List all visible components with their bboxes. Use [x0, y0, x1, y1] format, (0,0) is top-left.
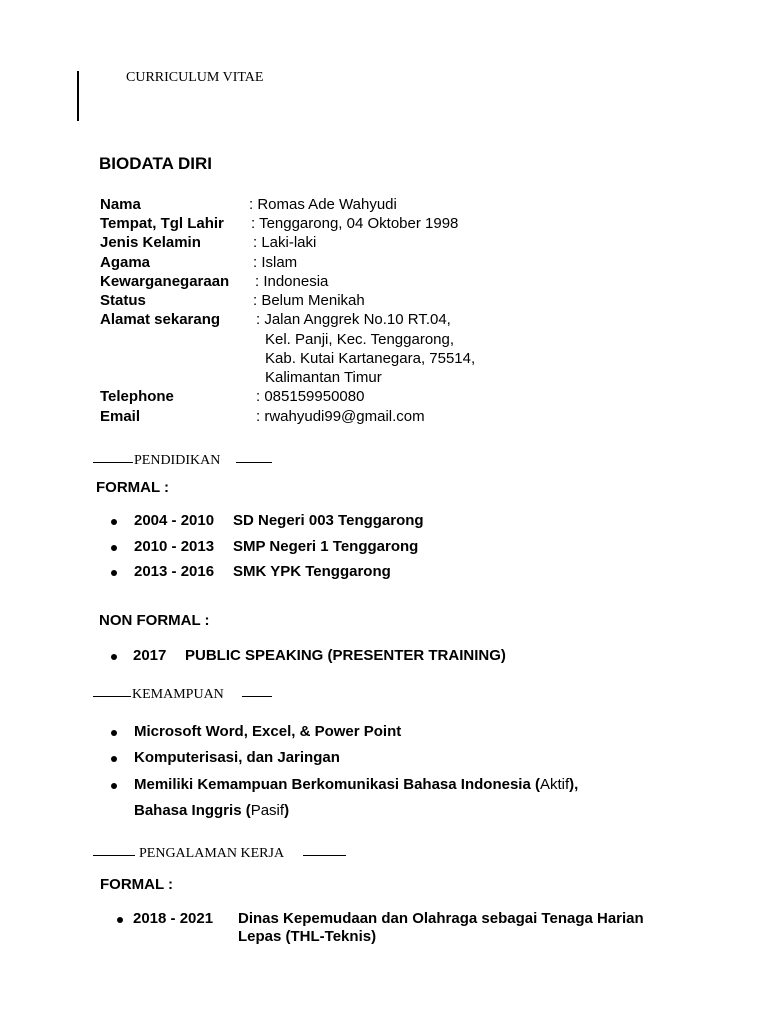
- pendidikan-formal-label: FORMAL :: [96, 479, 170, 496]
- bio-value-jenis-kelamin: : Laki-laki: [253, 234, 317, 251]
- formal-years-2: 2010 - 2013: [134, 538, 215, 555]
- bio-value-alamat-line2: Kel. Panji, Kec. Tenggarong,: [265, 331, 455, 348]
- language-text: ): [284, 802, 290, 819]
- section-title-kemampuan: KEMAMPUAN: [132, 687, 224, 702]
- bio-label-status: Status: [100, 292, 146, 309]
- formal-years-1: 2004 - 2010: [134, 512, 215, 529]
- formal-school-3: SMK YPK Tenggarong: [233, 563, 391, 580]
- bullet: [111, 545, 117, 551]
- page-margin-bar: [77, 71, 79, 121]
- experience-desc-1: Dinas Kepemudaan dan Olahraga sebagai Tenaga Harian: [238, 910, 644, 927]
- section-rule-right: [236, 462, 272, 463]
- bullet: [117, 917, 123, 923]
- bio-value-nama: : Romas Ade Wahyudi: [249, 196, 397, 213]
- section-rule-left: [93, 855, 135, 856]
- bio-value-email: : rwahyudi99@gmail.com: [256, 408, 425, 425]
- formal-school-1: SD Negeri 003 Tenggarong: [233, 512, 424, 529]
- bio-label-kewarganegaraan: Kewarganegaraan: [100, 273, 230, 290]
- skill-item-2: Komputerisasi, dan Jaringan: [134, 749, 340, 766]
- skill-item-language-line2: [134, 802, 289, 819]
- formal-school-2: SMP Negeri 1 Tenggarong: [233, 538, 419, 555]
- language-text: ),: [569, 776, 579, 793]
- section-title-pendidikan: PENDIDIKAN: [134, 453, 221, 468]
- bio-label-alamat: Alamat sekarang: [100, 311, 221, 328]
- bio-value-telephone: : 085159950080: [256, 388, 365, 405]
- bullet: [111, 783, 117, 789]
- skill-item-1: Microsoft Word, Excel, & Power Point: [134, 723, 402, 740]
- language-level-pasif: Pasif: [250, 802, 285, 819]
- bio-label-jenis-kelamin: Jenis Kelamin: [100, 234, 201, 251]
- experience-desc-1-line2: Lepas (THL-Teknis): [238, 928, 377, 945]
- bio-value-kewarganegaraan: : Indonesia: [255, 273, 329, 290]
- bio-label-nama: Nama: [100, 196, 141, 213]
- bullet: [111, 756, 117, 762]
- bio-label-agama: Agama: [100, 254, 151, 271]
- bio-value-ttl: : Tenggarong, 04 Oktober 1998: [251, 215, 459, 232]
- skill-item-language-line1: [134, 776, 578, 793]
- bio-label-email: Email: [100, 408, 141, 425]
- language-text: Memiliki Kemampuan Berkomunikasi Bahasa Indonesia (: [134, 776, 540, 793]
- section-rule-right: [242, 696, 272, 697]
- section-rule-left: [93, 462, 133, 463]
- section-title-pengalaman: PENGALAMAN KERJA: [139, 846, 285, 861]
- section-rule-right: [303, 855, 346, 856]
- bullet: [111, 654, 117, 660]
- language-level-aktif: Aktif: [539, 776, 570, 793]
- document-title: CURRICULUM VITAE: [126, 70, 264, 85]
- nonformal-years-1: 2017: [133, 647, 167, 664]
- language-text: Bahasa Inggris (: [134, 802, 251, 819]
- pengalaman-formal-label: FORMAL :: [100, 876, 174, 893]
- bio-value-agama: : Islam: [253, 254, 298, 271]
- bio-label-ttl: Tempat, Tgl Lahir: [100, 215, 224, 232]
- bio-value-status: : Belum Menikah: [253, 292, 365, 309]
- bullet: [111, 519, 117, 525]
- bullet: [111, 570, 117, 576]
- bio-value-alamat-line4: Kalimantan Timur: [265, 369, 382, 386]
- formal-years-3: 2013 - 2016: [134, 563, 215, 580]
- biodata-heading: BIODATA DIRI: [99, 154, 213, 173]
- bullet: [111, 730, 117, 736]
- section-rule-left: [93, 696, 131, 697]
- nonformal-name-1: PUBLIC SPEAKING (PRESENTER TRAINING): [185, 647, 506, 664]
- pendidikan-nonformal-label: NON FORMAL :: [99, 612, 210, 629]
- bio-value-alamat-line3: Kab. Kutai Kartanegara, 75514,: [265, 350, 476, 367]
- bio-label-telephone: Telephone: [100, 388, 174, 405]
- experience-years-1: 2018 - 2021: [133, 910, 214, 927]
- bio-value-alamat: : Jalan Anggrek No.10 RT.04,: [256, 311, 451, 328]
